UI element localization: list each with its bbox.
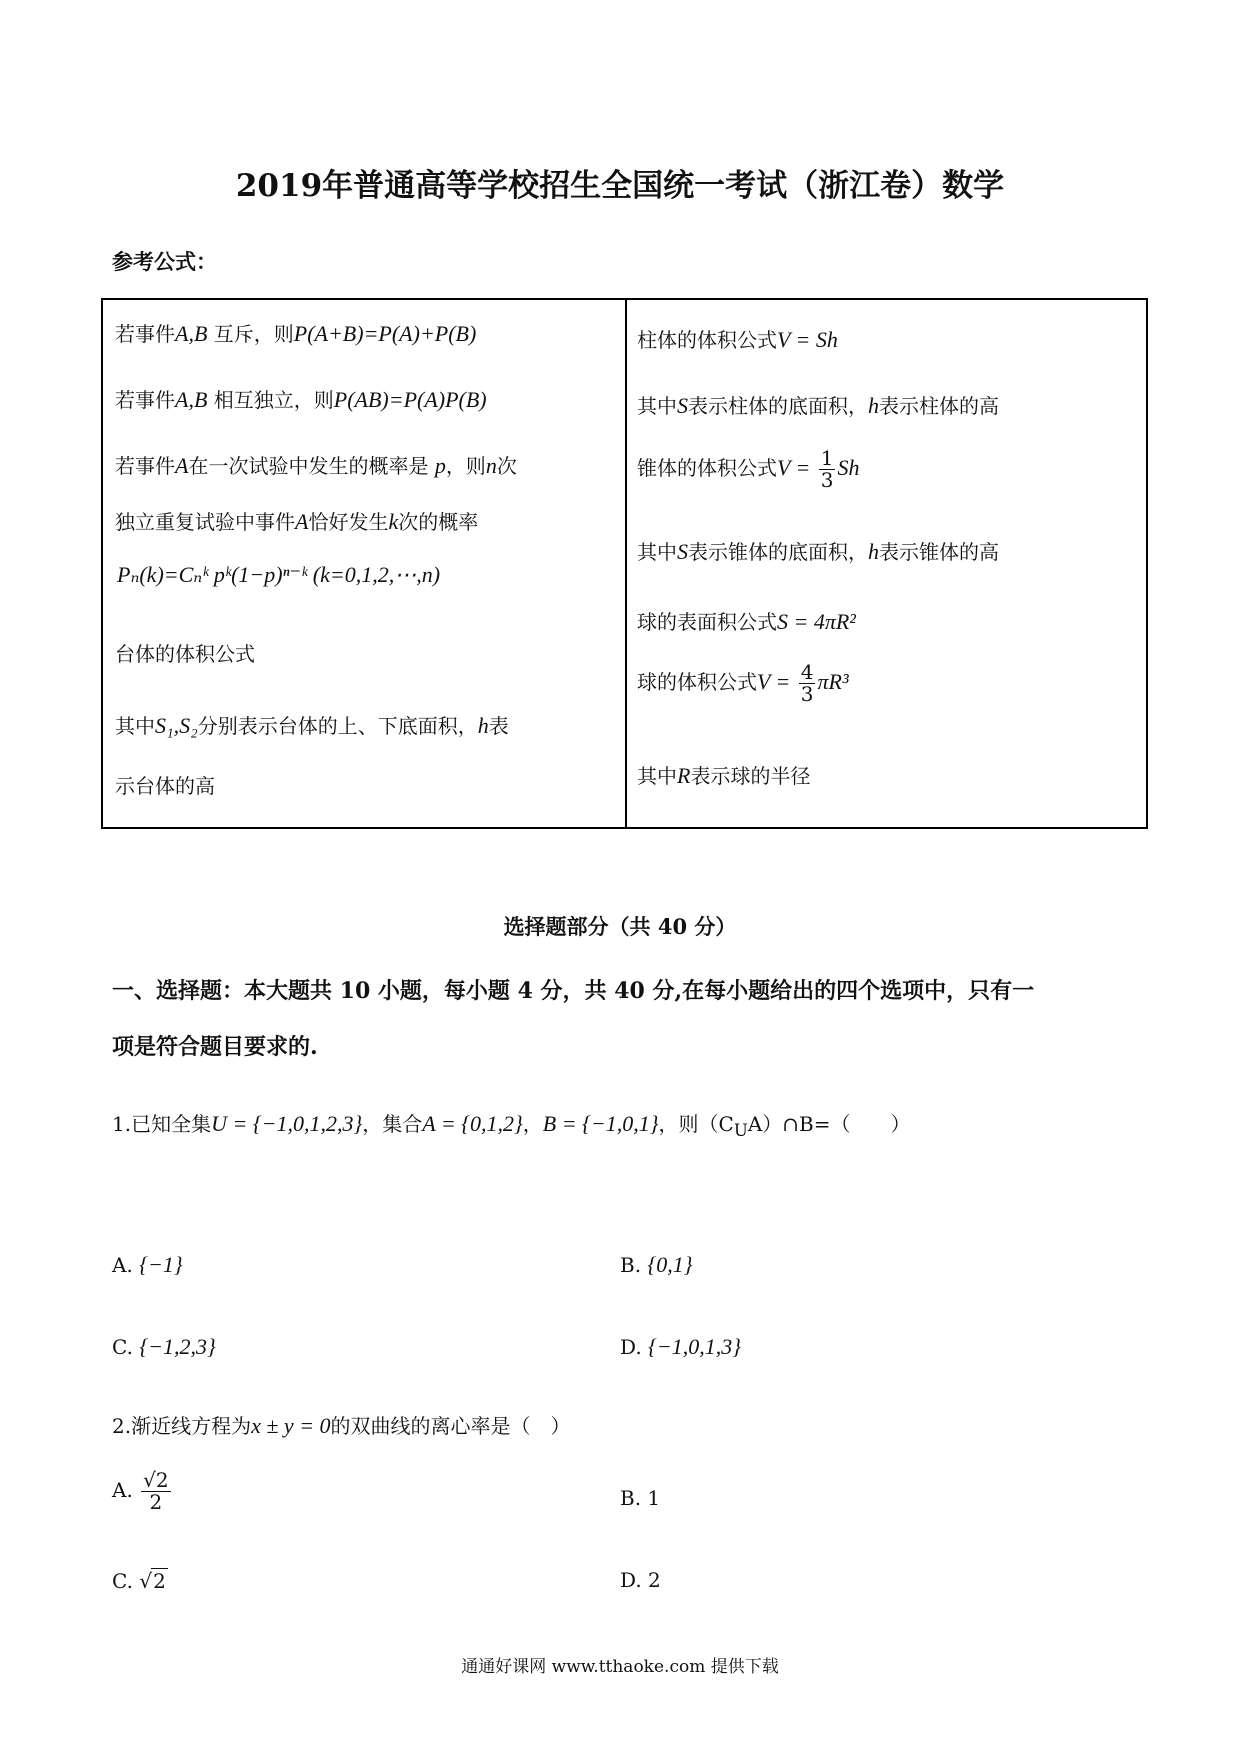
question-1-option-c[interactable]: C. {−1,2,3} [112,1334,216,1359]
formula-independent: 若事件A,B 相互独立，则P(AB)=P(A)P(B) [115,387,487,412]
question-2-option-c[interactable]: C. √2 [112,1569,166,1593]
formula-pyramid-volume: 锥体的体积公式V = $\frac{1}{3}$ Sh [637,446,860,492]
radicand: 2 [153,1569,166,1593]
table-divider [625,300,627,827]
radical-sign: √ [139,1569,153,1593]
formula-frustum-title: 台体的体积公式 [115,642,255,666]
fraction-sqrt2-over-2: $\frac{√2}{2}$ [143,1468,169,1514]
formula-frustum-note-line2: 示台体的高 [115,774,215,798]
fraction-one-third: $\frac{1}{3}$ [820,446,834,492]
question-2-option-d[interactable]: D. 2 [620,1568,661,1592]
formula-pyramid-note: 其中S表示锥体的底面积，h表示锥体的高 [637,539,999,564]
footer-source: 通通好课网 www.tthaoke.com 提供下载 [461,1657,779,1677]
fraction-four-thirds: $\frac{4}{3}$ [800,660,814,706]
instructions-line2: 项是符合题目要求的. [112,1034,318,1060]
question-1-option-b[interactable]: B. {0,1} [620,1252,693,1277]
question-1-option-a[interactable]: A. {−1} [112,1252,183,1277]
question-2-stem: 2.渐近线方程为x ± y = 0的双曲线的离心率是（ ） [112,1413,571,1438]
question-2-option-a[interactable]: A. $\frac{√2}{2}$ [112,1468,169,1514]
reference-formulas-label: 参考公式： [112,249,217,274]
formula-table [101,298,1148,829]
formula-sphere-volume: 球的体积公式V = $\frac{4}{3}$ πR³ [637,660,849,706]
formula-sphere-note: 其中R表示球的半径 [637,763,811,788]
section-heading: 选择题部分（共 40 分） [503,914,737,939]
question-1-option-d[interactable]: D. {−1,0,1,3} [620,1334,741,1359]
formula-prism-note: 其中S表示柱体的底面积，h表示柱体的高 [637,393,999,418]
question-2-option-b[interactable]: B. 1 [620,1486,661,1510]
formula-prism-volume: 柱体的体积公式V = Sh [637,327,838,352]
formula-binomial-line1: 若事件A在一次试验中发生的概率是 p，则n次 [115,453,517,478]
formula-mutually-exclusive: 若事件A,B 互斥，则P(A+B)=P(A)+P(B) [115,321,477,346]
formula-binomial-line2: 独立重复试验中事件A恰好发生k次的概率 [115,509,479,534]
page-title: 2019年普通高等学校招生全国统一考试（浙江卷）数学 [235,168,1005,204]
instructions-line1: 一、选择题：本大题共 10 小题，每小题 4 分，共 40 分,在每小题给出的四个选项中，只有一 [112,978,1035,1004]
formula-sphere-surface-area: 球的表面积公式S = 4πR² [637,609,856,634]
question-1-stem: 1.已知全集U = {−1,0,1,2,3}，集合A = {0,1,2}，B = {−1,0,1}，则$(C_UA)\cap B=$（ ） [112,1111,911,1140]
formula-frustum-note-line1: 其中S₁,S₂分别表示台体的上、下底面积，h表 [115,713,509,738]
formula-binomial-probability: Pₙ(k)=Cₙᵏ pᵏ(1−p)ⁿ⁻ᵏ (k=0,1,2,⋯,n) [117,562,441,587]
